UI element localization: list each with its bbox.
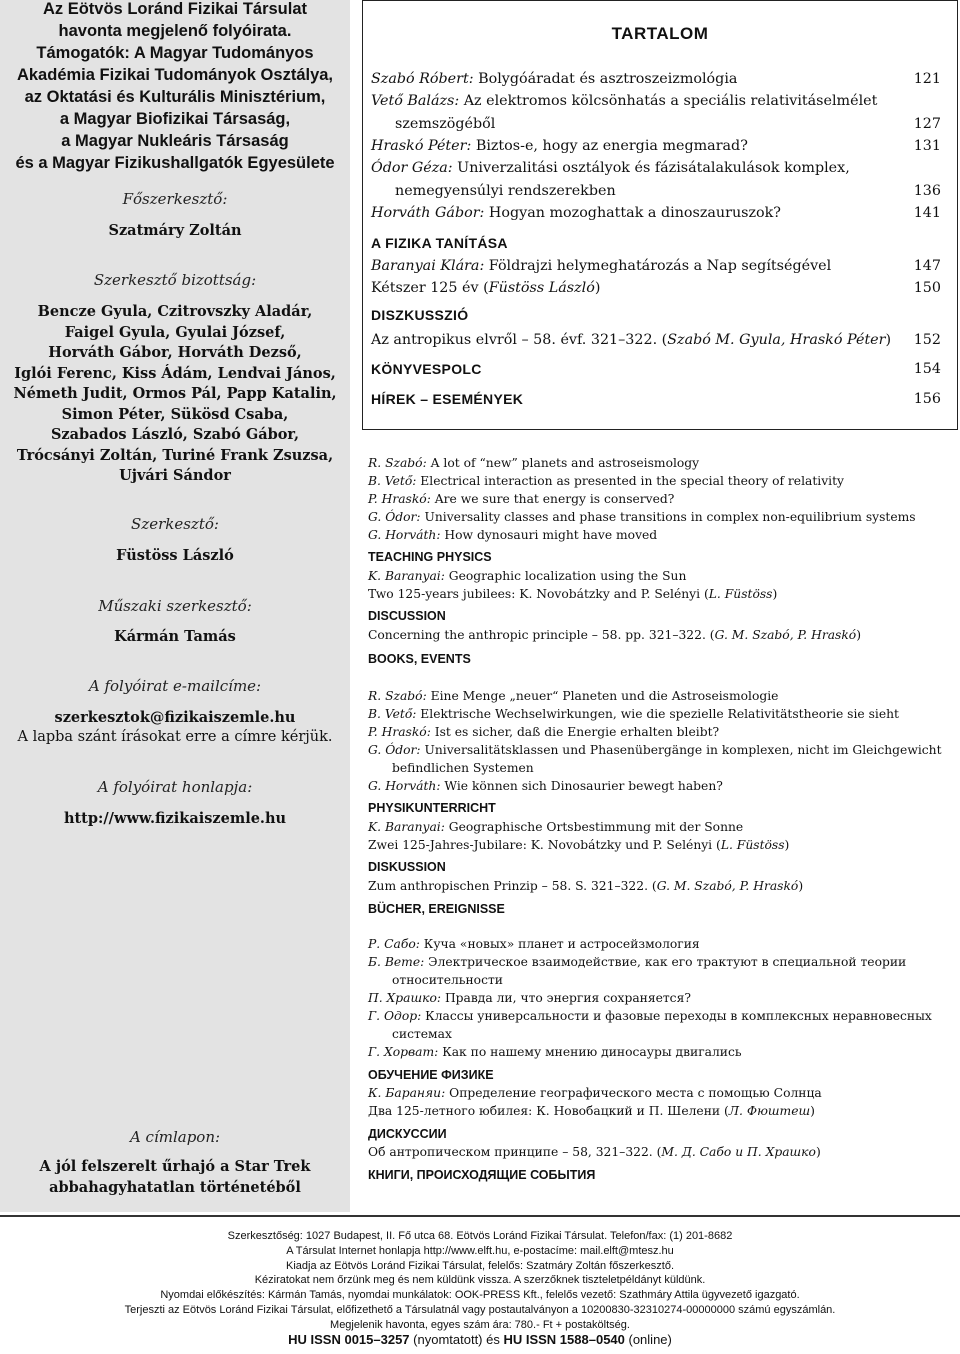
ru-author: П. Храшко: — [368, 991, 442, 1005]
toc-title: TARTALOM — [611, 24, 709, 43]
de-author: B. Vető: — [368, 707, 417, 721]
ru-title: Электрическое взаимодействие, как его трактуют в специальной теории — [424, 955, 907, 969]
ru-section-heading: КНИГИ, ПРОИСХОДЯЩИЕ СОБЫТИЯ — [368, 1168, 596, 1182]
chief-editor-label: Főszerkesztő: — [122, 190, 228, 208]
board-line: Simon Péter, Sükösd Csaba, — [61, 405, 289, 423]
ru-author: К. Бараняи: — [368, 1086, 446, 1100]
toc-section-row[interactable] — [371, 358, 941, 381]
ru-item-continued — [368, 1025, 452, 1043]
ru-title: системах — [392, 1027, 452, 1041]
de-item — [368, 705, 899, 723]
de-item — [368, 877, 803, 895]
en-title: Universality classes and phase transitions in complex non-equilibrium systems — [420, 510, 916, 524]
toc-section-heading: HÍREK – ESEMÉNYEK — [371, 391, 524, 407]
de-title: Zum anthropischen Prinzip – 58. S. 321–322. ( — [368, 879, 657, 893]
footer-line: Nyomdai előkészítés: Kármán Tamás, nyomdai munkálatok: OOK-PRESS Kft., felelős vezető: Szathmáry Attila ügyvezető igazgató. — [160, 1289, 800, 1302]
en-title: ) — [856, 628, 862, 642]
toc-section-heading: A FIZIKA TANÍTÁSA — [371, 235, 508, 251]
toc-title-text: Az elektromos kölcsönhatás a speciális relativitáselmélet — [459, 93, 878, 109]
toc-title-text: Földrajzi helymeghatározás a Nap segítségével — [484, 258, 832, 274]
issn-print-note: (nyomtatott) és — [409, 1331, 504, 1347]
imprint-footer — [0, 1215, 960, 1354]
tech-editor-label: Műszaki szerkesztő: — [98, 597, 252, 615]
toc-author: Füstöss László — [488, 280, 595, 296]
board-line: Szabados László, Szabó Gábor, — [50, 426, 300, 443]
toc-author: Szabó Róbert: — [371, 71, 474, 87]
en-section-heading: DISCUSSION — [368, 609, 446, 623]
en-author: L. Füstöss — [708, 587, 773, 601]
issn-print: HU ISSN 0015–3257 — [288, 1331, 410, 1347]
en-item — [368, 508, 916, 526]
toc-author: Ódor Géza: — [371, 160, 453, 176]
de-title: Zwei 125-Jahres-Jubilare: K. Novobátzky und P. Selényi ( — [368, 838, 721, 852]
header-line: a Magyar Nukleáris Társaság — [61, 132, 289, 150]
header-line: Az Eötvös Loránd Fizikai Társulat — [42, 0, 308, 18]
de-author: G. Ódor: — [368, 743, 421, 757]
toc-page: 131 — [913, 138, 941, 154]
cover-label: A címlapon: — [129, 1128, 221, 1146]
de-section-heading: DISKUSSION — [368, 860, 446, 874]
de-title: Wie können sich Dinosaurier bewegt haben? — [440, 779, 723, 793]
toc-title-text: ) — [594, 280, 601, 296]
de-item — [368, 741, 942, 759]
en-author: R. Szabó: — [368, 456, 427, 470]
en-title: How dynosauri might have moved — [440, 528, 658, 542]
ru-author: Б. Вете: — [368, 955, 425, 969]
en-author: G. Ódor: — [368, 510, 421, 524]
header-line: havonta megjelenő folyóirata. — [58, 22, 292, 40]
de-author: R. Szabó: — [368, 689, 427, 703]
ru-title: Правда ли, что энергия сохраняется? — [441, 991, 691, 1005]
toc-item-continued — [371, 113, 941, 135]
ru-author: Р. Сабо: — [368, 937, 420, 951]
de-title: befindlichen Systemen — [392, 761, 534, 775]
toc-page: 150 — [913, 280, 941, 296]
en-title: Are we sure that energy is conserved? — [430, 492, 675, 506]
toc-title-text: nemegyensúlyi rendszerekben — [395, 183, 616, 199]
en-item — [368, 472, 844, 490]
toc-title-text: Kétszer 125 év ( — [371, 280, 489, 296]
toc-title-text: Univerzalitási osztályok és fázisátalakulások komplex, — [452, 160, 850, 176]
ru-author: Г. Хорват: — [368, 1045, 439, 1059]
toc-title-text: Bolygóáradat és asztroszeizmológia — [473, 71, 738, 87]
board-line: Bencze Gyula, Czitrovszky Aladár, — [37, 303, 313, 320]
toc-item[interactable] — [371, 90, 941, 112]
ru-item — [368, 989, 691, 1007]
footer-line: Terjeszti az Eötvös Loránd Fizikai Társulat, előfizethető a Társulatnál vagy postautalványon a 10200830-32310274-00000000 számú egyszámlán. — [124, 1303, 836, 1316]
toc-section-heading: DISZKUSSZIÓ — [371, 307, 469, 323]
email-label: A folyóirat e-mailcíme: — [88, 677, 262, 695]
en-section-heading: TEACHING PHYSICS — [368, 550, 492, 564]
toc-item[interactable] — [371, 68, 941, 90]
ru-title: Два 125-летного юбилея: К. Новобацкий и П. Шелени ( — [368, 1104, 729, 1118]
cover-line: A jól felszerelt űrhajó a Star Trek — [39, 1158, 311, 1175]
de-title: Geographische Ortsbestimmung mit der Sonne — [444, 820, 744, 834]
en-title: Two 125-years jubilees: K. Novobátzky and P. Selényi ( — [368, 587, 709, 601]
de-author: L. Füstöss — [720, 838, 785, 852]
toc-item[interactable] — [371, 157, 941, 179]
board-line: Trócsányi Zoltán, Turiné Frank Zsuzsa, — [16, 446, 334, 464]
toc-title-text: Hogyan mozoghattak a dinoszauruszok? — [484, 205, 781, 221]
ru-item-continued — [368, 971, 503, 989]
publisher-header — [0, 0, 350, 174]
board-line: Faigel Gyula, Gyulai József, — [64, 323, 286, 341]
toc-title-text: Az antropikus elvről – 58. évf. 321–322. ( — [371, 332, 668, 348]
de-item — [368, 687, 778, 705]
header-line: és a Magyar Fizikushallgatók Egyesülete — [15, 154, 335, 172]
tech-editor-name: Kármán Tamás — [114, 628, 236, 645]
editor-name: Füstöss László — [116, 547, 234, 564]
de-item — [368, 818, 743, 836]
toc-item[interactable] — [371, 135, 941, 157]
contents-column — [362, 0, 958, 1212]
ru-title: Куча «новых» планет и астросейзмология — [419, 937, 700, 951]
ru-author: Г. Одор: — [368, 1009, 422, 1023]
ru-item — [368, 953, 906, 971]
toc-item[interactable] — [371, 255, 941, 277]
homepage-url[interactable]: http://www.fizikaiszemle.hu — [63, 810, 287, 827]
issn-online: HU ISSN 1588–0540 — [503, 1331, 625, 1347]
ru-item — [368, 1102, 815, 1120]
en-title: A lot of “new” planets and astroseismology — [426, 456, 700, 470]
ru-author: Л. Фюштеш — [728, 1104, 811, 1118]
toc-item[interactable] — [371, 329, 941, 351]
ru-title: Классы универсальности и фазовые переходы в комплексных неравновесных — [421, 1009, 932, 1023]
de-title: ) — [798, 879, 804, 893]
issn-online-note: (online) — [624, 1331, 672, 1347]
header-line: a Magyar Biofizikai Társaság, — [59, 110, 291, 128]
toc-author: Baranyai Klára: — [371, 258, 485, 274]
en-title: ) — [772, 587, 778, 601]
de-title: ) — [784, 838, 790, 852]
en-author: G. Horváth: — [368, 528, 441, 542]
toc-page: 136 — [913, 183, 941, 199]
en-author: G. M. Szabó, P. Hraskó — [714, 628, 857, 642]
en-item — [368, 585, 777, 603]
toc-section-row[interactable] — [371, 388, 941, 411]
de-item — [368, 723, 719, 741]
ru-title: Как по нашему мнению диносауры двигались — [438, 1045, 742, 1059]
de-author: G. Horváth: — [368, 779, 441, 793]
toc-item[interactable] — [371, 202, 941, 224]
ru-title: ) — [810, 1104, 815, 1118]
toc-item[interactable] — [371, 277, 941, 299]
en-title: Electrical interaction as presented in the special theory of relativity — [416, 474, 844, 488]
email-address[interactable]: szerkesztok@fizikaiszemle.hu — [54, 709, 296, 726]
de-item — [368, 777, 723, 795]
en-section-heading: BOOKS, EVENTS — [368, 652, 471, 666]
footer-line: Kiadja az Eötvös Loránd Fizikai Társulat, felelős: Szatmáry Zoltán főszerkesztő. — [285, 1259, 675, 1272]
ru-title: Определение географического места с помощью Солнца — [445, 1086, 822, 1100]
de-title: Elektrische Wechselwirkungen, wie die spezielle Relativitätstheorie sie sieht — [416, 707, 899, 721]
toc-page: 121 — [913, 71, 941, 87]
editor-label: Szerkesztő: — [131, 515, 219, 533]
toc-author: Szabó M. Gyula, Hraskó Péter — [667, 332, 886, 348]
de-title: Universalitätsklassen und Phasenübergänge in komplexen, nicht im Gleichgewicht — [420, 743, 942, 757]
ru-item — [368, 1143, 821, 1161]
en-title: Geographic localization using the Sun — [444, 569, 687, 583]
toc-author: Hraskó Péter: — [371, 138, 472, 154]
header-line: Akadémia Fizikai Tudományok Osztálya, — [16, 66, 334, 84]
toc-page: 147 — [913, 258, 941, 274]
toc-author: Vető Balázs: — [371, 93, 460, 109]
email-note: A lapba szánt írásokat erre a címre kérjük. — [17, 729, 333, 745]
toc-author: Horváth Gábor: — [371, 205, 485, 221]
de-item-continued — [368, 759, 534, 777]
de-section-heading: PHYSIKUNTERRICHT — [368, 801, 496, 815]
en-item — [368, 490, 674, 508]
footer-line: Kéziratokat nem őrzünk meg és nem küldünk vissza. A szerzőknek tiszteletpéldányt küldünk. — [254, 1274, 706, 1287]
toc-page: 154 — [913, 361, 941, 377]
ru-section-heading: ОБУЧЕНИЕ ФИЗИКЕ — [368, 1068, 494, 1082]
en-item — [368, 526, 657, 544]
homepage-label: A folyóirat honlapja: — [97, 778, 253, 796]
toc-box — [362, 0, 958, 430]
de-author: K. Baranyai: — [368, 820, 445, 834]
en-item — [368, 454, 699, 472]
en-item — [368, 567, 686, 585]
de-author: P. Hraskó: — [368, 725, 431, 739]
issn-line — [0, 1333, 960, 1348]
en-author: P. Hraskó: — [368, 492, 431, 506]
toc-item-continued — [371, 180, 941, 202]
toc-section-heading: KÖNYVESPOLC — [371, 361, 482, 377]
footer-line: Megjelenik havonta, egyes szám ára: 780.- Ft + postaköltség. — [330, 1318, 630, 1331]
toc-title-text: ) — [885, 332, 892, 348]
ru-item — [368, 1007, 932, 1025]
toc-title-text: Biztos-e, hogy az energia megmarad? — [471, 138, 748, 154]
chief-editor-name: Szatmáry Zoltán — [108, 222, 242, 239]
board-line: Horváth Gábor, Horváth Dezső, — [48, 344, 302, 361]
footer-line: A Társulat Internet honlapja http://www.elft.hu, e-postacíme: mail.elft@mtesz.hu — [286, 1244, 674, 1257]
en-title: Concerning the anthropic principle – 58. pp. 321–322. ( — [368, 628, 715, 642]
toc-page: 156 — [913, 391, 941, 407]
board-label: Szerkesztő bizottság: — [93, 271, 257, 289]
de-section-heading: BÜCHER, EREIGNISSE — [368, 902, 505, 916]
de-item — [368, 836, 789, 854]
en-author: K. Baranyai: — [368, 569, 445, 583]
ru-title: относительности — [392, 973, 503, 987]
en-item — [368, 626, 861, 644]
toc-page: 141 — [913, 205, 941, 221]
de-title: Eine Menge „neuer“ Planeten und die Astroseismologie — [426, 689, 779, 703]
ru-item — [368, 1043, 742, 1061]
board-line: Iglói Ferenc, Kiss Ádám, Lendvai János, — [14, 364, 336, 382]
de-title: Ist es sicher, daß die Energie erhalten bleibt? — [430, 725, 720, 739]
ru-author: М. Д. Сабо и П. Храшко — [661, 1145, 816, 1159]
toc-page: 127 — [913, 116, 941, 132]
ru-section-heading: ДИСКУССИИ — [368, 1127, 447, 1141]
toc-page: 152 — [913, 332, 941, 348]
ru-title: Об антропическом принципе – 58, 321–322. ( — [368, 1145, 662, 1159]
footer-line: Szerkesztőség: 1027 Budapest, II. Fő utca 68. Eötvös Loránd Fizikai Társulat. Telefon/fax: (1) 201-8682 — [227, 1230, 733, 1242]
board-line: Ujvári Sándor — [119, 467, 231, 484]
masthead-column — [0, 0, 350, 1212]
ru-item — [368, 935, 700, 953]
en-author: B. Vető: — [368, 474, 417, 488]
ru-title: ) — [815, 1145, 821, 1159]
board-list — [0, 302, 350, 487]
de-author: G. M. Szabó, P. Hraskó — [656, 879, 799, 893]
board-line: Németh Judit, Ormos Pál, Papp Katalin, — [13, 385, 337, 402]
ru-item — [368, 1084, 822, 1102]
toc-title-text: szemszögéből — [395, 116, 496, 132]
header-line: Támogatók: A Magyar Tudományos — [36, 44, 314, 62]
cover-caption — [0, 1157, 350, 1198]
cover-line: abbahagyhatatlan történetéből — [49, 1178, 301, 1196]
header-line: az Oktatási és Kulturális Minisztérium, — [24, 88, 326, 106]
